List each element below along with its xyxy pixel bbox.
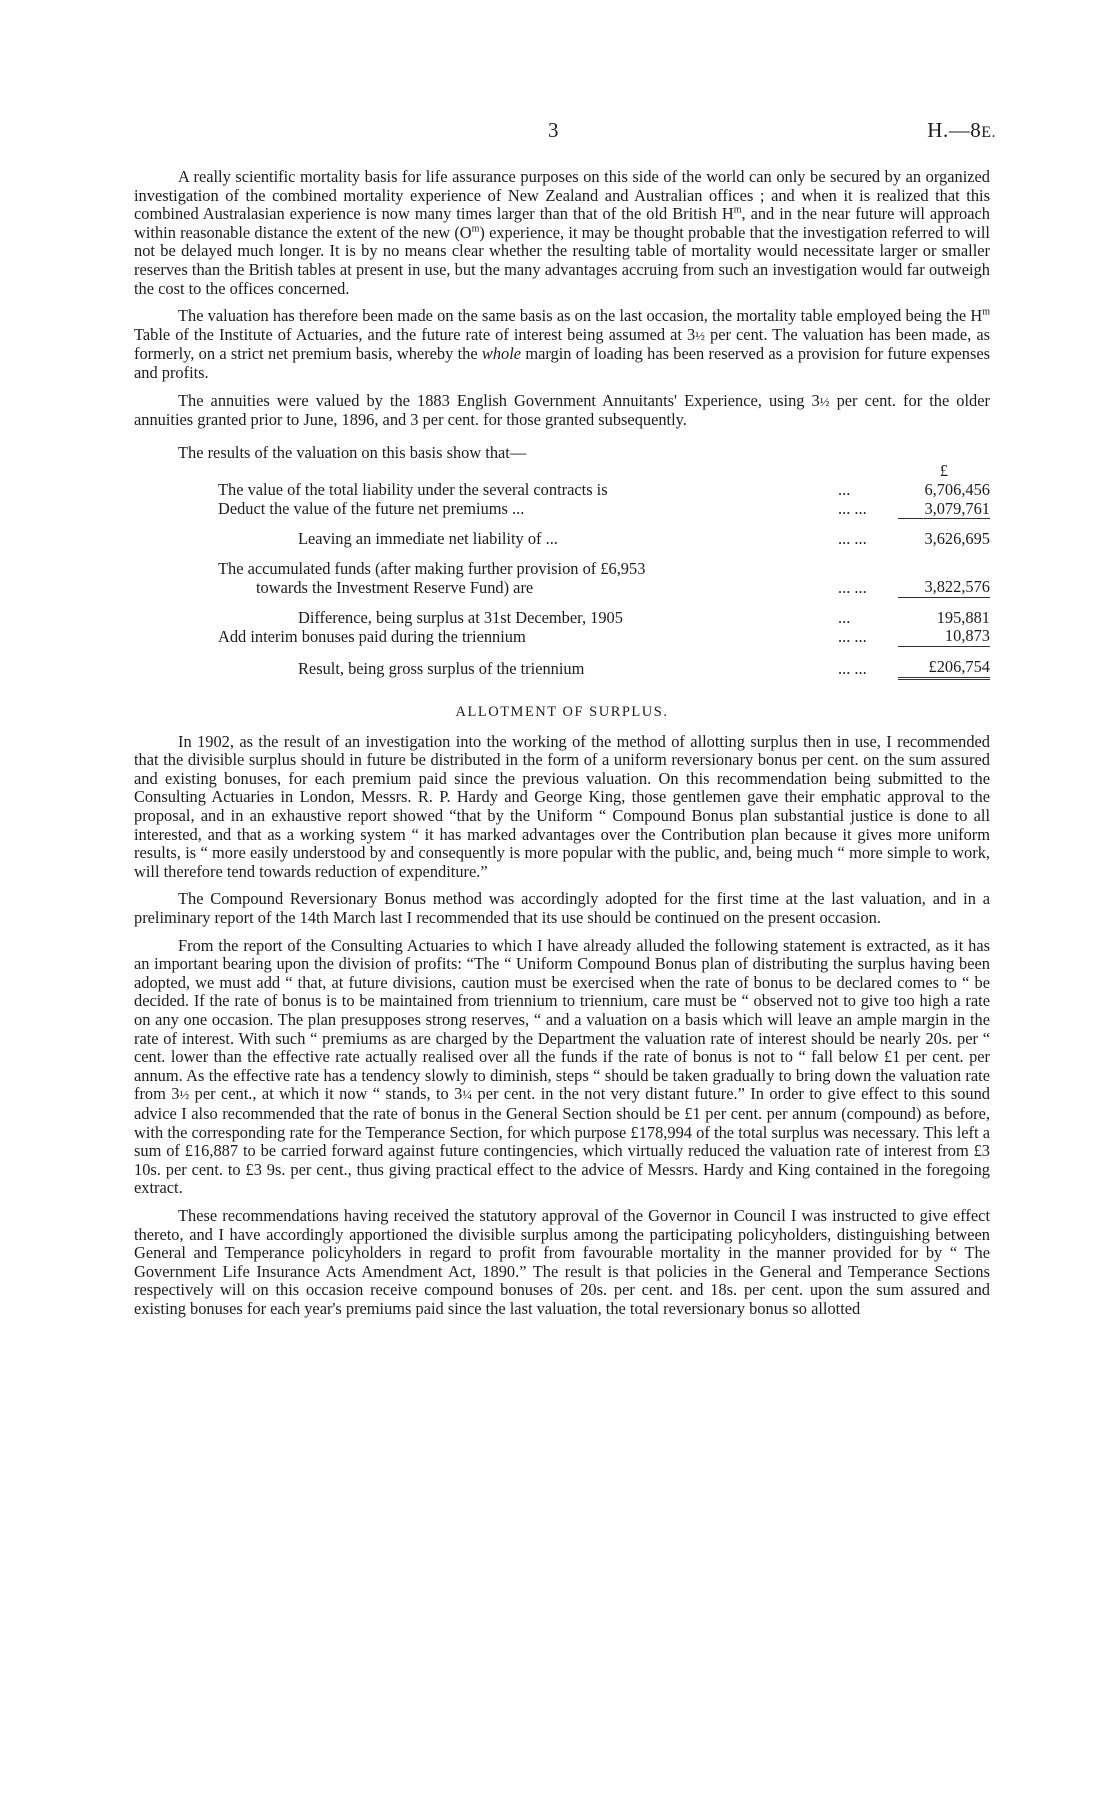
valuation-row xyxy=(134,481,990,500)
valuation-amount: 3,822,576 xyxy=(924,577,990,597)
valuation-amount: 3,626,695 xyxy=(898,519,990,549)
p1-text: A really scientific mortality basis for life assurance purposes on this side of the world can only be secured by an organized investigation of the combined mortality experience of New Zealand and Australian offices ; and when it is realized that this combined Australasian experience is now many times larger than that of the old British H xyxy=(134,167,990,224)
p2-frac: ½ xyxy=(695,327,705,343)
valuation-amount xyxy=(898,549,990,579)
document-reference xyxy=(927,118,996,143)
currency-header: £ xyxy=(939,461,949,481)
valuation-total-amount: £206,754 xyxy=(898,647,990,679)
valuation-total-row xyxy=(134,647,990,679)
p1-sup-2: m xyxy=(471,223,480,235)
valuation-label: towards the Investment Reserve Fund) are xyxy=(256,577,534,597)
p2-text-a: The valuation has therefore been made on the same basis as on the last occasion, the mortality table employed being the H xyxy=(178,306,983,326)
p2-emphasis: whole xyxy=(481,344,522,364)
valuation-row xyxy=(134,519,990,549)
valuation-amount: 10,873 xyxy=(944,626,990,646)
paragraph-allotment-1902: In 1902, as the result of an investigation into the working of the method of allotting surplus then in use, I recommended that the divisible surplus should in future be distributed in the form of a uniform reversionary bonus per cent. on the sum assured and existing bonuses, for each premium paid since the previous valuation. On this recommendation being submitted to the Consulting Actuaries in London, Messrs. R. P. Hardy and George King, those gentlemen gave their emphatic approval to the proposal, and in an exhaustive report showed “that by the Uniform “ Compound Bonus plan substantial justice is done to all interested, and that as a working system “ it has marked advantages over the Contribution plan because it gives more uniform results, is “ more easily understood by and consequently is more popular with the public, and, being much “ more simple to work, will therefore tend towards reduction of expenditure.” xyxy=(134,731,990,881)
p2-sup: m xyxy=(982,306,990,318)
p1-text-c: ) experience, it may be thought probable that the investigation referred to will not be delayed much longer. It is by no means clear whether the resulting table of mortality would necessitate larger or smaller reserves than the British tables at present in use, but the many advantages accruing from such an investigation would far outweigh the cost to the offices concerned. xyxy=(134,222,990,298)
p7-frac-1: ½ xyxy=(179,1087,190,1103)
valuation-leader: ... ... xyxy=(838,658,867,678)
valuation-leader: ... ... xyxy=(838,529,867,549)
valuation-label: Result, being gross surplus of the triennium xyxy=(298,658,585,678)
valuation-row xyxy=(134,578,990,597)
valuation-label: Deduct the value of the future net premiums ... xyxy=(218,499,525,518)
valuation-table xyxy=(134,462,990,679)
valuation-leader: ... ... xyxy=(838,577,867,597)
paragraph-consulting-actuaries xyxy=(134,937,990,1198)
paragraph-recommendations: These recommendations having received the statutory approval of the Governor in Council I was instructed to give effect thereto, and I have accordingly apportioned the divisible surplus among the participating policyholders, distinguishing between General and Temperance policyholders in regard to profit from favourable mortality in the manner provided for by “ The Government Life Insurance Acts Amendment Act, 1890.” The result is that policies in the General and Temperance Sections respectively will on this occasion receive compound bonuses of 20s. per cent. and 18s. per cent. upon the sum assured and existing bonuses for each year's premiums paid since the last valuation, the total reversionary bonus so allotted xyxy=(134,1205,990,1318)
valuation-amount: 195,881 xyxy=(898,597,990,627)
valuation-amount: 6,706,456 xyxy=(924,479,990,499)
section-heading: ALLOTMENT OF SURPLUS. xyxy=(455,703,669,720)
valuation-leader: ... ... xyxy=(838,626,867,646)
p1-text-b: , and in the near future will approach within reasonable distance the extent of the new (O xyxy=(134,204,990,242)
valuation-label: The accumulated funds (after making further provision of £6,953 xyxy=(218,558,646,578)
p7-text-c: per cent. in the not very distant future.” In order to give effect to this sound advice I also recommended that the rate of bonus in the General Section should be £1 per cent. per annum (compound) as before, with the corresponding rate for the Temperance Section, for which purpose £178,994 of the total surplus was necessary. This left a sum of £16,887 to be carried forward against future contingencies, which virtually reduced the valuation rate of interest from £3 10s. per cent. to £3 9s. per cent., thus giving practical effect to the advice of Messrs. Hardy and King contained in the foregoing extract. xyxy=(134,1084,990,1198)
valuation-row xyxy=(134,549,990,579)
valuation-leader: ... ... xyxy=(838,499,867,518)
valuation-row xyxy=(134,597,990,627)
valuation-row xyxy=(134,500,990,519)
p7-text-a: From the report of the Consulting Actuaries to which I have already alluded the following statement is extracted, as it has an important bearing upon the division of profits: “The “ Uniform Compound Bonus plan of distributing the surplus having been adopted, we must add “ that, at future divisions, caution must be exercised when the rate of bonus to be declared comes to “ be decided. If the rate of bonus is to be maintained from triennium to triennium, care must be “ observed not to give too high a rate on any one occasion. The plan presupposes strong reserves, “ and a valuation on a basis which will leave an ample margin in the rate of interest. With such “ premiums as are charged by the Department the valuation rate of interest should be nearly 20s. per “ cent. lower than the effective rate actually realised over all the funds if the rate of bonus is not to “ fall below £1 per cent. per annum. As the effective rate has a tendency slowly to diminish, steps “ should be taken gradually to bring down the valuation rate from 3 xyxy=(134,935,990,1104)
valuation-amount: 3,079,761 xyxy=(924,498,990,518)
valuation-label: Leaving an immediate net liability of ... xyxy=(298,529,558,549)
document-body xyxy=(134,168,990,1318)
document-reference-suffix: E. xyxy=(981,124,996,141)
valuation-currency-row xyxy=(134,462,990,481)
valuation-label: The value of the total liability under the several contracts is xyxy=(218,479,608,499)
p2-text-d: margin of loading has been reserved as a provision for future expenses and profits. xyxy=(134,344,991,382)
document-reference-main: H.—8 xyxy=(927,118,982,142)
p7-frac-2: ¼ xyxy=(462,1087,473,1103)
valuation-label: Difference, being surplus at 31st December, 1905 xyxy=(298,607,623,627)
valuation-label: Add interim bonuses paid during the triennium xyxy=(218,626,526,646)
p3-text-b: per cent. for the older annuities granted prior to June, 1896, and 3 per cent. for those granted subsequently. xyxy=(134,390,990,430)
page-header xyxy=(0,118,1114,148)
paragraph-mortality-basis xyxy=(134,168,990,298)
paragraph-valuation-basis xyxy=(134,307,990,382)
paragraph-annuities xyxy=(134,392,990,430)
paragraph-results-intro: The results of the valuation on this basis show that— xyxy=(178,442,527,462)
valuation-leader: ... xyxy=(838,607,851,627)
p3-frac: ½ xyxy=(819,393,830,409)
p7-text-b: per cent., at which it now “ stands, to 3 xyxy=(189,1084,463,1104)
page-number: 3 xyxy=(548,118,559,142)
valuation-row xyxy=(134,627,990,646)
p3-text-a: The annuities were valued by the 1883 English Government Annuitants' Experience, using 3 xyxy=(178,390,820,410)
valuation-leader: ... xyxy=(838,479,851,499)
p1-sup-1: m xyxy=(733,204,742,216)
p2-text-c: per cent. The valuation has been made, as formerly, on a strict net premium basis, whereby the xyxy=(134,324,990,364)
paragraph-compound-bonus: The Compound Reversionary Bonus method was accordingly adopted for the first time at the last valuation, and in a preliminary report of the 14th March last I recommended that its use should be continued on the present occasion. xyxy=(134,889,990,927)
p2-text-b: Table of the Institute of Actuaries, and the future rate of interest being assumed at 3 xyxy=(134,324,696,344)
